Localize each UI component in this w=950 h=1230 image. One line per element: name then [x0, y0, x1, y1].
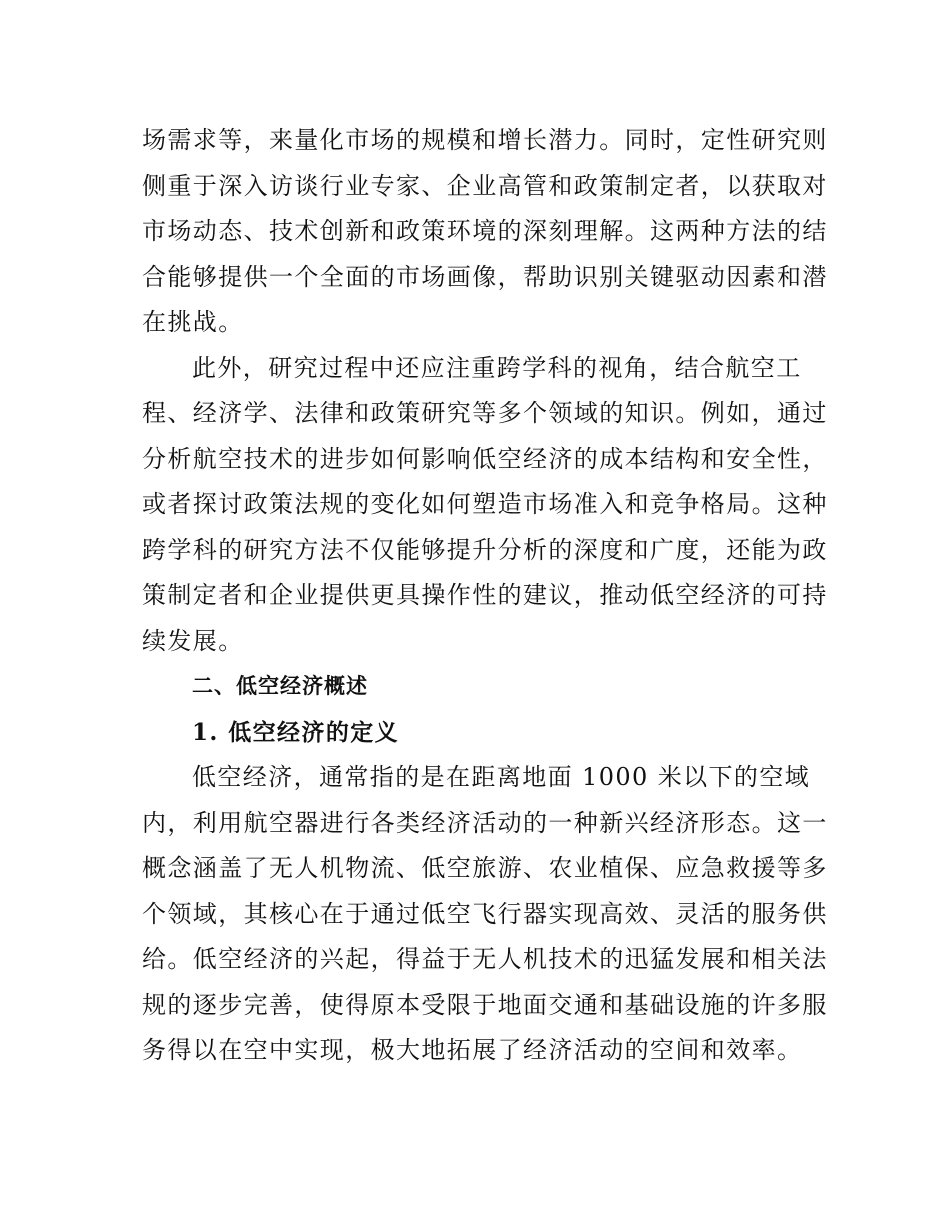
text-line: 低空经济，通常指的是在距离地面 1000 米以下的空域: [192, 763, 811, 791]
text-line: 内，利用航空器进行各类经济活动的一种新兴经济形态。这一: [142, 808, 828, 837]
paragraph-definition: [142, 755, 828, 1074]
paragraph-research-methods: [142, 118, 828, 346]
text-line: 合能够提供一个全面的市场画像，帮助识别关键驱动因素和潜: [142, 262, 828, 291]
text-line: 侧重于深入访谈行业专家、企业高管和政策制定者，以获取对: [142, 171, 828, 200]
text-line: 务得以在空中实现，极大地拓展了经济活动的空间和效率。: [142, 1036, 803, 1064]
text-line: 此外，研究过程中还应注重跨学科的视角，结合航空工: [192, 353, 802, 382]
text-line: 个领域，其核心在于通过低空飞行器实现高效、灵活的服务供: [142, 899, 828, 928]
text-line: 概念涵盖了无人机物流、低空旅游、农业植保、应急救援等多: [142, 854, 828, 882]
document-body: [142, 118, 828, 1074]
text-line: 规的逐步完善，使得原本受限于地面交通和基础设施的许多服: [142, 990, 828, 1019]
text-line: 或者探讨政策法规的变化如何塑造市场准入和竞争格局。这种: [142, 490, 828, 518]
text-line: 市场动态、技术创新和政策环境的深刻理解。这两种方法的结: [142, 217, 828, 245]
text-line: 跨学科的研究方法不仅能够提升分析的深度和广度，还能为政: [142, 535, 828, 564]
text-line: 分析航空技术的进步如何影响低空经济的成本结构和安全性，: [142, 444, 828, 473]
text-line: 场需求等，来量化市场的规模和增长潜力。同时，定性研究则: [142, 126, 828, 154]
text-line: 策制定者和企业提供更具操作性的建议，推动低空经济的可持: [142, 581, 828, 609]
paragraph-interdisciplinary: [142, 346, 828, 665]
text-line: 程、经济学、法律和政策研究等多个领域的知识。例如，通过: [142, 399, 828, 427]
text-line: 在挑战。: [142, 308, 244, 336]
text-line: 给。低空经济的兴起，得益于无人机技术的迅猛发展和相关法: [142, 945, 828, 973]
text-line: 续发展。: [142, 626, 244, 655]
subsection-heading: 1. 低空经济的定义: [192, 718, 400, 746]
section-heading: 二、低空经济概述: [192, 674, 368, 698]
